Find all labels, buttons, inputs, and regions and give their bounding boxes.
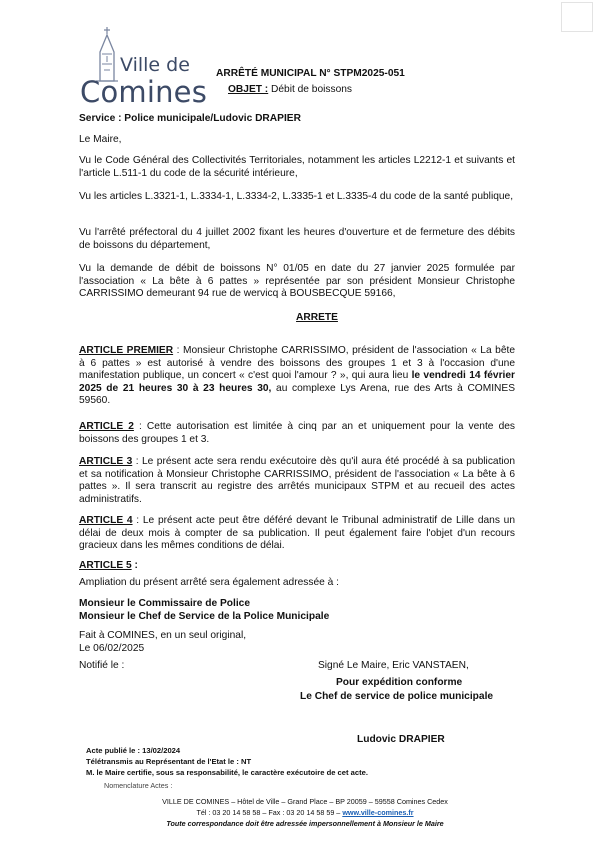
recipient-2: Monsieur le Chef de Service de la Police Municipale (79, 611, 330, 622)
article-3-label: ARTICLE 3 (79, 456, 133, 467)
website-link[interactable]: www.ville-comines.fr (342, 808, 414, 817)
article-1 (79, 345, 515, 408)
vu-paragraph-1: Vu le Code Général des Collectivités Territoriales, notamment les articles L2212-1 et suivants et l'article L.511-1 du code de la sécurité intérieure, (79, 155, 515, 179)
notifie-line: Notifié le : (79, 660, 125, 671)
vu-paragraph-3: Vu l'arrêté préfectoral du 4 juillet 2002 fixant les heures d'ouverture et de fermeture des débits de boissons du département, (79, 227, 515, 251)
article-2-text: : Cette autorisation est limitée à cinq par an et uniquement pour la vente des boissons des groupes 1 et 3. (79, 421, 515, 445)
certifie: M. le Maire certifie, sous sa responsabilité, le caractère exécutoire de cet acte. (86, 768, 368, 777)
fait-a-line: Fait à COMINES, en un seul original, (79, 630, 247, 641)
page-title: ARRÊTÉ MUNICIPAL N° STPM2025-051 (216, 68, 405, 79)
article-2 (79, 421, 515, 446)
vu-paragraph-2: Vu les articles L.3321-1, L.3334-1, L.3334-2, L.3335-1 et L.3335-4 du code de la santé publique, (79, 191, 514, 202)
article-5-colon: : (131, 560, 138, 571)
date-line: Le 06/02/2025 (79, 643, 145, 654)
article-4-text: : Le présent acte peut être déféré devant le Tribunal administratif de Lille dans un délai de deux mois à compter de sa publication. Il peut également faire l'objet d'un recours gracieux dans les mêmes conditions de délai. (79, 515, 515, 552)
footer-correspondence: Toute correspondance doit être adressée impersonnellement à Monsieur le Maire (166, 819, 444, 828)
arrete-heading: ARRETE (296, 312, 338, 323)
footer-address: VILLE DE COMINES – Hôtel de Ville – Grand Place – BP 20059 – 59558 Comines Cedex (162, 797, 448, 806)
signature-chef: Le Chef de service de police municipale (300, 691, 494, 702)
ampliation-line: Ampliation du présent arrêté sera également adressée à : (79, 577, 339, 588)
article-3-text: : Le présent acte sera rendu exécutoire dès qu'il aura été procédé à sa publication et sa notification à Monsieur Christophe CARRISSIMO, président de l'association « La bête à 6 pattes ». Il sera transcrit au registre des arrêtés municipaux STPM et au recueil des actes administratifs. (79, 456, 515, 505)
article-1-label: ARTICLE PREMIER (79, 345, 174, 356)
le-maire: Le Maire, (79, 134, 122, 145)
objet-line (228, 84, 352, 97)
vu-paragraph-4: Vu la demande de débit de boissons N° 01/05 en date du 27 janvier 2025 formulée par l'association « La bête à 6 pattes » représentée par son président Monsieur Christophe CARRISSIMO demeurant 94 rue de wervicq à BOUSBECQUE 59166, (79, 263, 515, 300)
article-4 (79, 515, 515, 553)
logo-line1: Ville de (120, 54, 190, 76)
article-1-text-b: au complexe Lys Arena, rue des Arts à COMINES 59560. (79, 382, 515, 407)
acte-publie: Acte publié le : 13/02/2024 (86, 746, 181, 755)
article-5-label: ARTICLE 5 (79, 560, 132, 571)
article-2-label: ARTICLE 2 (79, 421, 134, 432)
article-1-date: le vendredi 14 février 2025 de 21 heures 30 à 23 heures 30, (79, 370, 515, 394)
corner-frame (561, 2, 593, 32)
objet-text: Débit de boissons (268, 84, 353, 95)
article-4-label: ARTICLE 4 (79, 515, 133, 526)
objet-label: OBJET : (228, 84, 269, 95)
signature-pour-expedition: Pour expédition conforme (336, 677, 463, 688)
article-1-text-a: : Monsieur Christophe CARRISSIMO, président de l'association « La bête à 6 pattes » est autorisé à vendre des boissons des groupes 1 et 3 à l'occasion d'une manifestation publique, un concert « c'est quoi l'amour ? », qui aura lieu (79, 345, 515, 382)
article-5 (79, 560, 138, 573)
recipient-1: Monsieur le Commissaire de Police (79, 598, 250, 609)
signature-signe: Signé Le Maire, Eric VANSTAEN, (318, 660, 469, 671)
nomenclature: Nomenclature Actes : (104, 781, 173, 790)
signature-name: Ludovic DRAPIER (357, 734, 445, 745)
footer-tel-fax: Tél : 03 20 14 58 58 – Fax : 03 20 14 58 59 – (196, 808, 343, 817)
logo-line2: Comines (80, 75, 208, 109)
teletransmis: Télétransmis au Représentant de l'Etat le : NT (86, 757, 252, 766)
service-line: Service : Police municipale/Ludovic DRAPIER (79, 113, 301, 124)
article-3 (79, 456, 515, 506)
city-logo (78, 26, 208, 110)
footer-contact (60, 808, 550, 817)
